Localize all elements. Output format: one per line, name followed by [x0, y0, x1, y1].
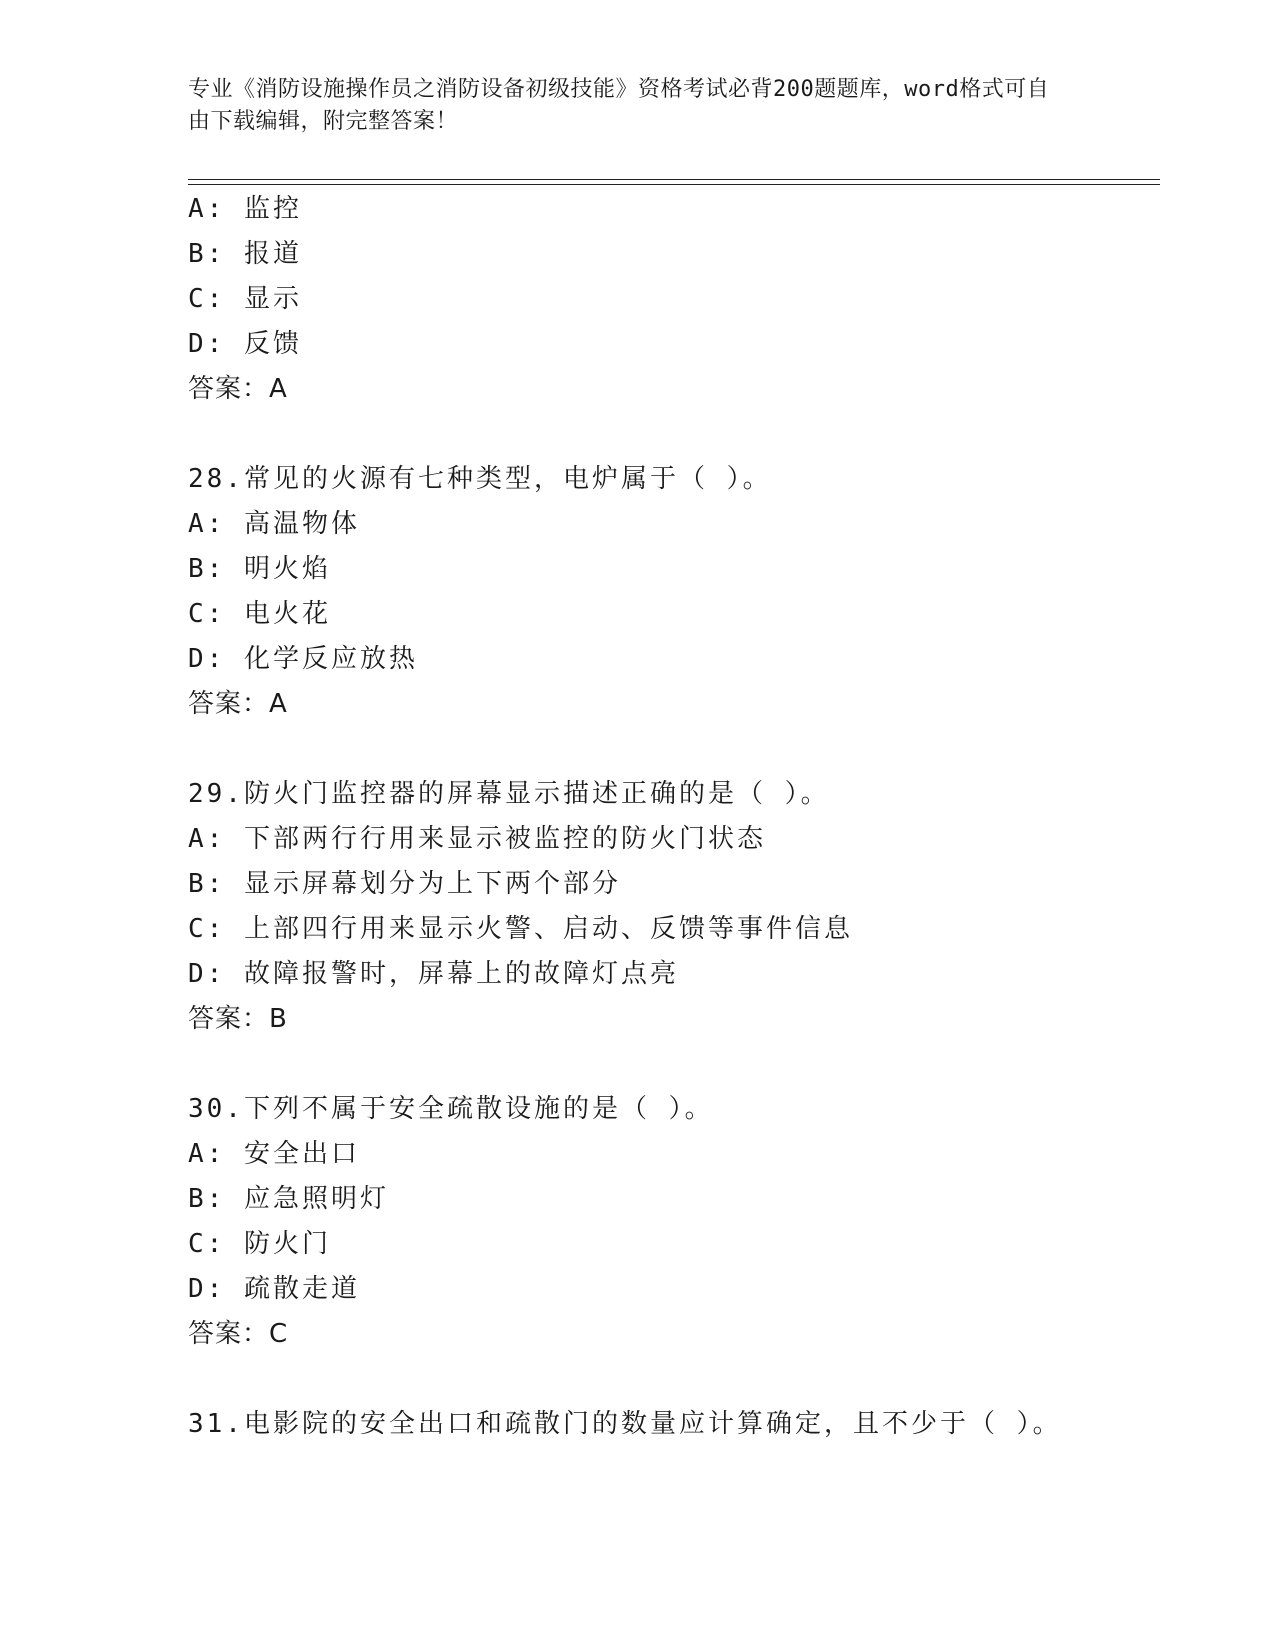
q30-option-b: B: 应急照明灯	[188, 1184, 389, 1214]
document-header: 专业《消防设施操作员之消防设备初级技能》资格考试必背200题题库，word格式可自由下载编辑，附完整答案！	[188, 77, 1050, 134]
header-rule-top	[188, 179, 1160, 180]
q28-answer: 答案：A	[188, 689, 288, 719]
q29-option-c: C: 上部四行用来显示火警、启动、反馈等事件信息	[188, 914, 853, 944]
q30-answer: 答案：C	[188, 1319, 289, 1349]
q27-option-d: D: 反馈	[188, 329, 302, 359]
q27-option-b: B: 报道	[188, 239, 302, 269]
q30-option-c: C: 防火门	[188, 1229, 331, 1259]
q29-option-a: A: 下部两行行用来显示被监控的防火门状态	[188, 824, 766, 854]
q27-answer: 答案：A	[188, 374, 288, 404]
q30-option-d: D: 疏散走道	[188, 1274, 360, 1304]
q28-option-b: B: 明火焰	[188, 554, 331, 584]
q28-option-c: C: 电火花	[188, 599, 331, 629]
q29-option-d: D: 故障报警时，屏幕上的故障灯点亮	[188, 959, 679, 989]
q28-option-d: D: 化学反应放热	[188, 644, 418, 674]
q30-option-a: A: 安全出口	[188, 1139, 360, 1169]
q28-option-a: A: 高温物体	[188, 509, 360, 539]
q29-question: 29.防火门监控器的屏幕显示描述正确的是（ ）。	[188, 779, 830, 809]
q30-question: 30.下列不属于安全疏散设施的是（ ）。	[188, 1094, 714, 1124]
q29-option-b: B: 显示屏幕划分为上下两个部分	[188, 869, 621, 899]
q28-question: 28.常见的火源有七种类型，电炉属于（ ）。	[188, 464, 772, 494]
header-rule-bottom	[188, 184, 1160, 185]
q27-option-a: A: 监控	[188, 194, 302, 224]
q31-question: 31.电影院的安全出口和疏散门的数量应计算确定，且不少于（ ）。	[188, 1409, 1062, 1439]
q29-answer: 答案：B	[188, 1004, 288, 1034]
q27-option-c: C: 显示	[188, 284, 302, 314]
